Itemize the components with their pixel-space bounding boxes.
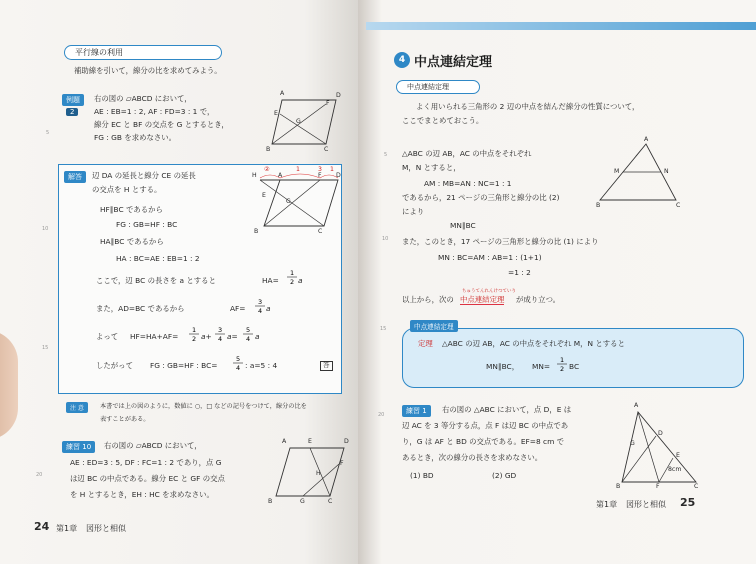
solution-eq: AF= [230, 304, 246, 313]
fig-label: E [308, 438, 312, 445]
svg-text:4: 4 [246, 335, 251, 343]
fig-label: 8cm [668, 466, 682, 473]
fig-label: C [318, 228, 323, 235]
svg-text:2: 2 [192, 335, 197, 343]
example-line: FG : GB を求めなさい。 [94, 133, 177, 142]
svg-text:4: 4 [218, 335, 223, 343]
svg-text:4: 4 [258, 307, 263, 315]
line-number: 20 [378, 412, 385, 418]
fig-label: G [296, 118, 301, 125]
svg-text:2: 2 [560, 365, 565, 373]
var-a: a [255, 332, 260, 341]
fig-label: A [278, 172, 283, 179]
fig-label: H [316, 470, 321, 477]
body-line: また，このとき，17 ページの三角形と線分の比 (1) により [402, 237, 599, 246]
solution-line: ここで，辺 BC の長さを a とすると [96, 276, 216, 285]
fig-label: M [614, 168, 620, 175]
svg-text:1: 1 [290, 269, 295, 277]
fig-label: N [664, 168, 669, 175]
thumb-holding-page [0, 330, 18, 440]
right-page [358, 0, 756, 564]
fig-label: F [326, 100, 330, 107]
footer-chapter-title: 図形と相似 [626, 500, 666, 509]
body-line: MN∥BC [450, 221, 476, 230]
fig-label-red: 1 [330, 166, 334, 173]
theorem-line: △ABC の辺 AB，AC の中点をそれぞれ M，N とすると [442, 339, 625, 348]
fig-label: C [328, 498, 333, 505]
example-badge: 例題 [62, 94, 84, 106]
section-label-parallel: 平行線の利用 [64, 45, 222, 60]
svg-text:1: 1 [192, 326, 197, 334]
example-line: AE : EB=1 : 2, AF : FD=3 : 1 で， [94, 107, 215, 116]
fig-label: A [634, 402, 639, 409]
fig-label-red: 1 [296, 166, 300, 173]
fig-label-red: 3 [318, 166, 322, 173]
left-page [0, 0, 358, 564]
svg-text:5: 5 [246, 326, 251, 334]
fig-label: A [644, 136, 649, 143]
practice-line: 右の図の △ABC において，点 D，E は [442, 405, 572, 414]
page-number-left: 24 [34, 520, 50, 533]
line-number: 20 [36, 472, 43, 478]
solution-line: 辺 DA の延長と線分 CE の延長 [92, 171, 196, 180]
practice-line: は辺 BC の中点である。線分 EC と GF の交点 [70, 474, 225, 483]
solution-line: よって [96, 332, 119, 341]
fig-label: H [252, 172, 257, 179]
example-line: 右の図の ▱ABCD において， [94, 94, 192, 103]
practice-line: 右の図の ▱ABCD において， [104, 441, 202, 450]
svg-text:3: 3 [218, 326, 223, 334]
fig-label: D [344, 438, 349, 445]
footer-chapter: 第1章 [56, 524, 78, 533]
body-line: 以上から，次の [402, 295, 454, 304]
solution-parallelogram-figure [256, 176, 326, 236]
var-a: a [266, 304, 271, 313]
section-number-badge: 4 [394, 52, 410, 68]
practice-line: AE : ED=3 : 5, DF : FC=1 : 2 であり，点 G [70, 458, 222, 467]
solution-line: の交点を H とする。 [92, 185, 162, 194]
body-line: であるから，21 ページの三角形と線分の比 (2) [402, 193, 560, 202]
practice1-triangle-figure [620, 410, 690, 490]
solution-line: HA : BC=AE : EB=1 : 2 [116, 254, 200, 263]
svg-text:3: 3 [258, 298, 263, 306]
example-number: 2 [66, 108, 78, 116]
practice-badge: 練習 1 [402, 405, 431, 417]
line-number: 5 [46, 130, 50, 136]
fig-label: F [340, 460, 344, 467]
solution-eq: FG : GB=HF : BC= [150, 361, 218, 370]
fig-label: C [694, 483, 699, 490]
body-line: MN : BC=AM : AB=1 : (1+1) [438, 253, 542, 262]
fig-label: G [286, 198, 291, 205]
line-number: 10 [42, 226, 49, 232]
fraction-half [556, 355, 570, 373]
fig-label: D [658, 430, 663, 437]
body-line: により [402, 207, 425, 216]
practice-question: (2) GD [492, 471, 517, 480]
note-badge: 注 意 [66, 402, 88, 413]
fig-label: B [266, 146, 271, 153]
fraction-half [188, 325, 202, 343]
line-number: 5 [384, 152, 388, 158]
expr: : a=5 : 4 [245, 361, 278, 370]
fig-label: B [616, 483, 621, 490]
fraction-five-quarter [242, 325, 256, 343]
ruby-text: ちゅうてんれんけつていり [462, 289, 516, 294]
note-line: 表すことがある。 [100, 416, 150, 423]
fig-label: B [254, 228, 259, 235]
fig-label: D [336, 92, 341, 99]
line-number: 15 [380, 326, 387, 332]
svg-text:5: 5 [236, 355, 241, 363]
fraction-five-quarter [232, 354, 246, 372]
solution-line: したがって [96, 361, 133, 370]
header-band [366, 22, 756, 30]
body-line: M，N とすると， [402, 163, 461, 172]
footer-chapter: 第1章 [596, 500, 618, 509]
practice-line: り，G は AF と BD の交点である。EF=8 cm で [402, 437, 565, 446]
page-number-right: 25 [680, 496, 696, 509]
expr: BC [569, 362, 580, 371]
fig-label: G [630, 440, 635, 447]
solution-eq: HA= [262, 276, 279, 285]
expr: a= [227, 332, 238, 341]
line-number: 10 [382, 236, 389, 242]
fig-label: B [596, 202, 601, 209]
theorem-label: 定理 [418, 339, 433, 348]
fraction-three-quarter [214, 325, 228, 343]
fig-label: E [262, 192, 266, 199]
fig-label: A [282, 438, 287, 445]
solution-line: FG : GB=HF : BC [116, 220, 178, 229]
answer-mark: 答 [320, 361, 333, 371]
theorem-tab: 中点連結定理 [410, 320, 458, 332]
practice-line: 辺 AC を 3 等分する点，点 F は辺 BC の中点であ [402, 421, 569, 430]
body-line: AM : MB=AN : NC=1 : 1 [424, 179, 512, 188]
fig-label: E [274, 110, 278, 117]
solution-line: HF∥BC であるから [100, 205, 163, 214]
line-number: 15 [42, 345, 49, 351]
svg-text:4: 4 [236, 364, 241, 372]
theorem-line: MN∥BC， [486, 362, 520, 371]
fig-label: F [656, 483, 660, 490]
theorem-box [402, 328, 744, 388]
fig-label: G [300, 498, 305, 505]
theorem-name-highlight: 中点連結定理 [460, 295, 505, 304]
intro-text: 補助線を引いて，線分の比を求めてみよう。 [74, 66, 222, 75]
fig-label: F [318, 172, 322, 179]
practice-line: あるとき，次の線分の長さを求めなさい。 [402, 453, 543, 462]
expr: a+ [201, 332, 212, 341]
footer-chapter-title: 図形と相似 [86, 524, 126, 533]
fig-label: B [268, 498, 273, 505]
solution-line: HA∥BC であるから [100, 237, 164, 246]
practice-badge: 練習 10 [62, 441, 95, 453]
fig-label: C [676, 202, 681, 209]
theorem-line: MN= [532, 362, 551, 371]
section-title: 中点連結定理 [414, 55, 493, 70]
body-line: △ABC の辺 AB，AC の中点をそれぞれ [402, 149, 532, 158]
fig-label: D [336, 172, 341, 179]
fig-label: E [676, 452, 680, 459]
fig-label-red: ② [264, 166, 270, 173]
var-a: a [298, 276, 303, 285]
svg-text:2: 2 [290, 278, 295, 286]
solution-eq: HF=HA+AF= [130, 332, 179, 341]
solution-badge: 解答 [64, 171, 86, 183]
fig-label: A [280, 90, 285, 97]
body-line: =1 : 2 [508, 268, 531, 277]
body-line: が成り立つ。 [516, 295, 561, 304]
practice10-parallelogram-figure [272, 444, 332, 494]
solution-line: また，AD=BC であるから [96, 304, 185, 313]
practice-question: (1) BD [410, 471, 434, 480]
note-line: 本書では上の図のように，数値に ○，□ などの記号をつけて，線分の比を [100, 403, 307, 410]
fig-label: C [324, 146, 329, 153]
intro-line: ここでまとめておこう。 [402, 116, 484, 125]
svg-text:1: 1 [560, 356, 565, 364]
practice-line: を H とするとき，EH : HC を求めなさい。 [70, 490, 214, 499]
example-line: 線分 EC と BF の交点を G とするとき， [94, 120, 229, 129]
intro-line: よく用いられる三角形の 2 辺の中点を結んだ線分の性質について， [416, 102, 640, 111]
sub-label: 中点連結定理 [396, 80, 480, 94]
